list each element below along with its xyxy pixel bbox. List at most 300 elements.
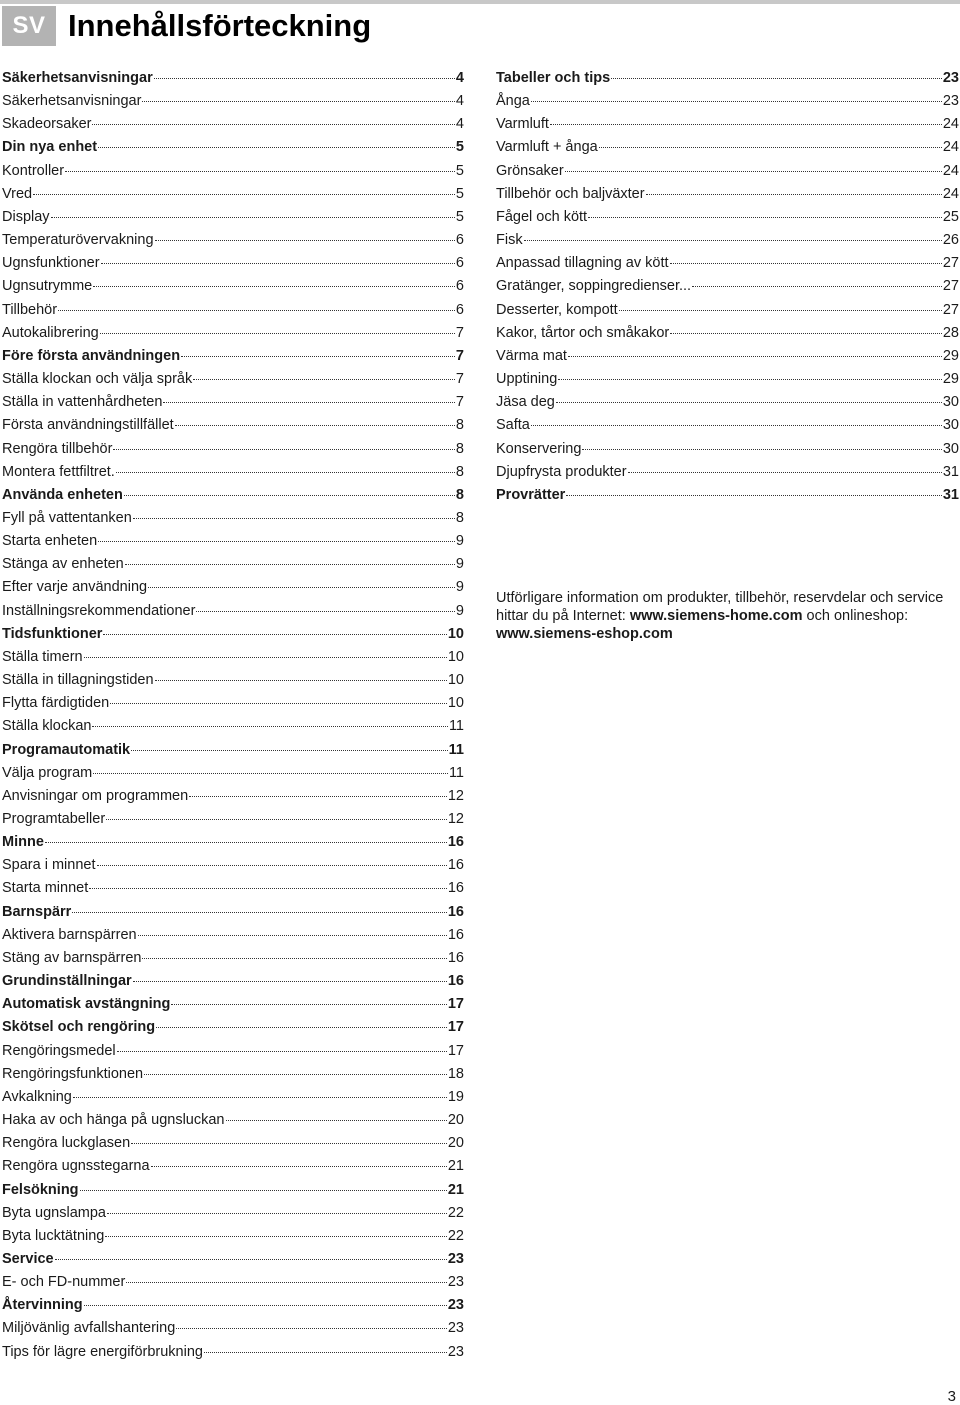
toc-entry[interactable] <box>2 299 464 322</box>
toc-entry-label: Ställa in vattenhårdheten <box>2 394 163 411</box>
dot-leader <box>73 1096 447 1098</box>
dot-leader <box>155 239 455 241</box>
toc-entry-label: Första användningstillfället <box>2 417 174 434</box>
toc-entry-page: 5 <box>455 185 464 202</box>
toc-entry[interactable] <box>2 438 464 461</box>
dot-leader <box>524 239 942 241</box>
toc-entry[interactable] <box>2 553 464 576</box>
toc-entry-label: Fågel och kött <box>496 208 588 225</box>
toc-entry-label: Säkerhetsanvisningar <box>2 93 142 110</box>
toc-entry-label: Tips för lägre energiförbrukning <box>2 1343 203 1360</box>
dot-leader <box>163 401 455 403</box>
toc-entry-label: Skadeorsaker <box>2 116 92 133</box>
dot-leader <box>196 610 454 612</box>
dot-leader <box>98 540 455 542</box>
toc-section-heading[interactable] <box>2 739 464 762</box>
toc-entry-label: Vred <box>2 185 33 202</box>
page-title: Innehållsförteckning <box>68 8 372 43</box>
toc-entry[interactable] <box>2 715 464 738</box>
toc-entry-label: Kakor, tårtor och småkakor <box>496 324 670 341</box>
dot-leader <box>138 934 447 936</box>
toc-entry[interactable] <box>2 808 464 831</box>
dot-leader <box>646 193 942 195</box>
toc-entry-page: 16 <box>447 880 464 897</box>
toc-entry-label: Anvisningar om programmen <box>2 787 189 804</box>
toc-entry[interactable] <box>496 438 959 461</box>
dot-leader <box>89 887 447 889</box>
dot-leader <box>566 494 942 496</box>
toc-entry-page: 11 <box>448 741 464 758</box>
toc-section-heading[interactable] <box>2 1294 464 1317</box>
toc-entry-page: 26 <box>942 232 959 249</box>
toc-entry-label: Stänga av enheten <box>2 556 124 573</box>
dot-leader <box>126 1281 447 1283</box>
toc-entry-page: 22 <box>447 1227 464 1244</box>
dot-leader <box>125 563 455 565</box>
toc-entry-label: Skötsel och rengöring <box>2 1019 156 1036</box>
dot-leader <box>181 355 455 357</box>
toc-entry-label: Kontroller <box>2 162 65 179</box>
toc-entry-page: 4 <box>455 116 464 133</box>
toc-section-heading[interactable] <box>2 1179 464 1202</box>
toc-entry-page: 31 <box>942 463 959 480</box>
toc-entry-page: 7 <box>455 347 464 364</box>
dot-leader <box>92 725 447 727</box>
toc-entry[interactable] <box>2 947 464 970</box>
dot-leader <box>565 170 942 172</box>
dot-leader <box>175 424 455 426</box>
toc-entry[interactable] <box>2 669 464 692</box>
toc-entry-label: Minne <box>2 834 44 851</box>
toc-entry-label: Starta minnet <box>2 880 89 897</box>
toc-entry-label: Ställa in tillagningstiden <box>2 672 154 689</box>
dot-leader <box>531 424 942 426</box>
toc-entry-page: 31 <box>942 486 959 503</box>
toc-entry-page: 23 <box>447 1250 464 1267</box>
toc-entry-page: 25 <box>942 208 959 225</box>
toc-entry-label: Avkalkning <box>2 1088 72 1105</box>
dot-leader <box>670 332 942 334</box>
toc-entry-page: 8 <box>455 417 464 434</box>
toc-entry-page: 22 <box>447 1204 464 1221</box>
dot-leader <box>558 378 942 380</box>
toc-entry-page: 12 <box>447 811 464 827</box>
toc-entry[interactable] <box>2 530 464 553</box>
dot-leader <box>103 633 446 635</box>
dot-leader <box>51 216 455 218</box>
toc-entry-label: Inställningsrekommendationer <box>2 602 196 619</box>
dot-leader <box>142 957 446 959</box>
toc-entry-page: 24 <box>942 162 959 179</box>
toc-entry-label: Rengöra tillbehör <box>2 440 113 457</box>
toc-entry-page: 10 <box>447 625 464 642</box>
toc-entry[interactable] <box>496 345 959 368</box>
toc-entry[interactable] <box>2 1040 464 1063</box>
dot-leader <box>80 1189 447 1191</box>
toc-entry[interactable] <box>496 113 959 136</box>
toc-entry-label: Byta ugnslampa <box>2 1204 106 1221</box>
toc-entry-label: Rengöringsmedel <box>2 1042 116 1059</box>
dot-leader <box>113 448 454 450</box>
toc-entry-label: Autokalibrering <box>2 324 99 341</box>
toc-entry-page: 16 <box>447 834 464 851</box>
toc-entry[interactable] <box>2 113 464 136</box>
dot-leader <box>599 146 942 148</box>
toc-entry[interactable] <box>2 461 464 484</box>
toc-entry[interactable] <box>2 1063 464 1086</box>
toc-entry-page: 11 <box>448 764 464 781</box>
toc-list-right <box>496 67 959 507</box>
toc-entry[interactable] <box>2 576 464 599</box>
toc-entry-label: Använda enheten <box>2 486 123 503</box>
dot-leader <box>193 378 455 380</box>
toc-entry[interactable] <box>2 1225 464 1248</box>
dot-leader <box>568 355 942 357</box>
dot-leader <box>176 1327 447 1329</box>
toc-entry-label: Barnspärr <box>2 903 72 920</box>
toc-entry-page: 6 <box>455 255 464 272</box>
toc-entry-label: Tillbehör <box>2 301 58 318</box>
toc-entry-page: 29 <box>942 371 959 388</box>
toc-entry-label: Efter varje användning <box>2 579 148 596</box>
toc-entry[interactable] <box>496 160 959 183</box>
toc-entry-label: Djupfrysta produkter <box>496 463 627 480</box>
toc-entry[interactable] <box>2 275 464 298</box>
dot-leader <box>588 216 942 218</box>
dot-leader <box>670 262 942 264</box>
toc-entry[interactable] <box>2 368 464 391</box>
toc-entry-page: 29 <box>942 347 959 364</box>
toc-entry[interactable] <box>2 692 464 715</box>
info-text: Utförligare information om produkter, tillbehör, reservdelar och service hittar du på Internet: <box>496 590 944 624</box>
dot-leader <box>556 401 942 403</box>
toc-entry[interactable] <box>496 461 959 484</box>
toc-section-heading[interactable] <box>2 901 464 924</box>
toc-entry-page: 7 <box>455 394 464 411</box>
toc-entry-page: 6 <box>455 301 464 318</box>
dot-leader <box>92 123 454 125</box>
dot-leader <box>110 702 447 704</box>
toc-entry[interactable] <box>2 877 464 900</box>
toc-entry-page: 12 <box>447 787 464 804</box>
toc-entry-label: Desserter, kompott <box>496 301 618 318</box>
toc-entry-label: Anpassad tillagning av kött <box>496 255 669 272</box>
toc-entry-page: 10 <box>447 695 464 712</box>
dot-leader <box>204 1351 447 1353</box>
dot-leader <box>45 841 447 843</box>
toc-entry-label: Display <box>2 208 50 225</box>
toc-entry-label: Haka av och hänga på ugnsluckan <box>2 1112 225 1129</box>
toc-entry-page: 8 <box>455 463 464 480</box>
toc-entry-page: 7 <box>455 324 464 341</box>
dot-leader <box>144 1073 447 1075</box>
toc-section-heading[interactable] <box>2 136 464 159</box>
toc-entry-page: 4 <box>455 93 464 110</box>
info-text-onlineshop: och onlineshop: <box>802 608 909 624</box>
toc-section-heading[interactable] <box>496 67 959 90</box>
toc-section-heading[interactable] <box>2 970 464 993</box>
toc-entry-label: Temperaturövervakning <box>2 232 154 249</box>
dot-leader <box>156 1026 447 1028</box>
toc-entry-label: Fyll på vattentanken <box>2 509 132 526</box>
toc-entry[interactable] <box>2 507 464 530</box>
toc-entry-page: 4 <box>455 70 464 86</box>
toc-entry-page: 9 <box>455 602 464 619</box>
toc-entry-label: Värma mat <box>496 347 567 364</box>
dot-leader <box>611 77 942 79</box>
toc-list-left <box>2 67 464 1364</box>
toc-entry-label: Varmluft <box>496 116 549 133</box>
toc-entry-page: 30 <box>942 394 959 411</box>
toc-entry-page: 8 <box>455 440 464 457</box>
dot-leader <box>100 332 455 334</box>
dot-leader <box>116 471 455 473</box>
toc-entry-label: Grundinställningar <box>2 973 132 990</box>
dot-leader <box>619 309 942 311</box>
toc-entry[interactable] <box>2 785 464 808</box>
toc-entry-label: Rengöra ugnsstegarna <box>2 1158 150 1175</box>
toc-entry[interactable] <box>2 229 464 252</box>
toc-section-heading[interactable] <box>2 1248 464 1271</box>
toc-entry[interactable] <box>496 299 959 322</box>
toc-entry-label: Grönsaker <box>496 162 564 179</box>
toc-entry-label: Aktivera barnspärren <box>2 926 137 943</box>
toc-entry[interactable] <box>2 206 464 229</box>
toc-entry-page: 24 <box>942 139 959 156</box>
dot-leader <box>72 911 447 913</box>
toc-entry-page: 23 <box>447 1274 464 1291</box>
toc-entry-label: Miljövänlig avfallshantering <box>2 1320 176 1337</box>
toc-section-heading[interactable] <box>496 484 959 507</box>
toc-entry[interactable] <box>496 136 959 159</box>
toc-entry-page: 27 <box>942 301 959 318</box>
toc-entry[interactable] <box>496 368 959 391</box>
toc-entry-label: Programtabeller <box>2 811 106 827</box>
toc-section-heading[interactable] <box>2 67 464 90</box>
toc-section-heading[interactable] <box>2 623 464 646</box>
toc-entry-page: 23 <box>447 1320 464 1337</box>
toc-entry-page: 20 <box>447 1112 464 1129</box>
dot-leader <box>692 285 942 287</box>
toc-entry-label: Tillbehör och baljväxter <box>496 185 645 202</box>
toc-entry-page: 17 <box>447 996 464 1013</box>
dot-leader <box>131 1142 447 1144</box>
toc-entry-page: 23 <box>942 70 959 86</box>
toc-entry[interactable] <box>2 391 464 414</box>
toc-entry-page: 17 <box>447 1019 464 1036</box>
toc-entry-label: Jäsa deg <box>496 394 555 411</box>
dot-leader <box>84 1304 447 1306</box>
toc-entry-page: 8 <box>455 509 464 526</box>
toc-entry-label: Automatisk avstängning <box>2 996 171 1013</box>
toc-entry[interactable] <box>496 90 959 113</box>
dot-leader <box>93 285 455 287</box>
toc-entry-page: 30 <box>942 440 959 457</box>
toc-section-heading[interactable] <box>2 831 464 854</box>
toc-entry-page: 18 <box>447 1065 464 1082</box>
toc-entry-page: 8 <box>455 486 464 503</box>
toc-entry-label: Programautomatik <box>2 741 131 758</box>
toc-entry[interactable] <box>496 206 959 229</box>
dot-leader <box>148 586 455 588</box>
toc-entry[interactable] <box>496 183 959 206</box>
toc-entry[interactable] <box>2 600 464 623</box>
toc-entry-label: Tabeller och tips <box>496 70 611 86</box>
toc-section-heading[interactable] <box>2 345 464 368</box>
dot-leader <box>84 656 447 658</box>
toc-entry[interactable] <box>496 414 959 437</box>
toc-entry[interactable] <box>2 1109 464 1132</box>
dot-leader <box>226 1119 447 1121</box>
toc-entry-page: 10 <box>447 672 464 689</box>
dot-leader <box>582 448 941 450</box>
toc-entry-page: 6 <box>455 232 464 249</box>
dot-leader <box>131 749 448 751</box>
toc-entry-page: 7 <box>455 371 464 388</box>
toc-entry-label: Gratänger, soppingredienser... <box>496 278 692 295</box>
toc-entry-page: 24 <box>942 185 959 202</box>
dot-leader <box>58 309 455 311</box>
dot-leader <box>106 818 447 820</box>
toc-entry-page: 19 <box>447 1088 464 1105</box>
toc-entry-label: Säkerhetsanvisningar <box>2 70 153 86</box>
toc-entry[interactable] <box>2 854 464 877</box>
toc-entry-page: 9 <box>455 556 464 573</box>
toc-entry-label: Byta lucktätning <box>2 1227 105 1244</box>
toc-entry[interactable] <box>2 160 464 183</box>
toc-entry-page: 23 <box>447 1297 464 1314</box>
toc-entry-label: Ugnsutrymme <box>2 278 93 295</box>
toc-column-left <box>2 67 464 1364</box>
toc-entry-label: Rengöra luckglasen <box>2 1135 131 1152</box>
toc-entry[interactable] <box>496 229 959 252</box>
toc-entry-page: 5 <box>455 139 464 156</box>
toc-entry-label: E- och FD-nummer <box>2 1274 126 1291</box>
dot-leader <box>97 864 447 866</box>
toc-entry-page: 6 <box>455 278 464 295</box>
toc-entry-label: Safta <box>496 417 530 434</box>
toc-entry-label: Felsökning <box>2 1181 79 1198</box>
dot-leader <box>142 100 454 102</box>
dot-leader <box>105 1235 446 1237</box>
toc-entry[interactable] <box>2 183 464 206</box>
toc-column-right <box>496 67 959 507</box>
toc-section-heading[interactable] <box>2 484 464 507</box>
toc-entry-label: Varmluft + ånga <box>496 139 598 156</box>
toc-entry-label: Ugnsfunktioner <box>2 255 100 272</box>
toc-entry[interactable] <box>2 1202 464 1225</box>
toc-entry[interactable] <box>2 90 464 113</box>
toc-entry[interactable] <box>496 275 959 298</box>
toc-entry-label: Flytta färdigtiden <box>2 695 110 712</box>
toc-entry[interactable] <box>2 1317 464 1340</box>
toc-section-heading[interactable] <box>2 1016 464 1039</box>
toc-entry-page: 27 <box>942 278 959 295</box>
toc-entry-label: Starta enheten <box>2 533 98 550</box>
dot-leader <box>531 100 942 102</box>
toc-entry-label: Välja program <box>2 764 93 781</box>
toc-entry[interactable] <box>496 322 959 345</box>
toc-entry-page: 30 <box>942 417 959 434</box>
toc-entry-page: 16 <box>447 926 464 943</box>
toc-entry-label: Service <box>2 1250 54 1267</box>
toc-entry-label: Provrätter <box>496 486 566 503</box>
toc-entry-page: 9 <box>455 579 464 596</box>
dot-leader <box>101 262 455 264</box>
toc-entry[interactable] <box>2 322 464 345</box>
toc-entry-label: Ånga <box>496 93 530 110</box>
toc-entry[interactable] <box>496 252 959 275</box>
toc-entry[interactable] <box>2 1086 464 1109</box>
toc-entry-page: 5 <box>455 162 464 179</box>
toc-entry[interactable] <box>2 252 464 275</box>
dot-leader <box>628 471 942 473</box>
dot-leader <box>550 123 942 125</box>
dot-leader <box>171 1003 446 1005</box>
toc-entry-page: 23 <box>447 1343 464 1360</box>
toc-entry-page: 10 <box>447 648 464 665</box>
toc-entry[interactable] <box>496 391 959 414</box>
toc-entry-label: Rengöringsfunktionen <box>2 1065 144 1082</box>
page-number: 3 <box>947 1388 956 1405</box>
dot-leader <box>65 170 455 172</box>
toc-entry-label: Återvinning <box>2 1297 83 1314</box>
toc-entry-page: 16 <box>447 857 464 874</box>
toc-entry[interactable] <box>2 414 464 437</box>
toc-entry-page: 28 <box>942 324 959 341</box>
toc-entry-page: 16 <box>447 973 464 990</box>
toc-entry-label: Ställa klockan <box>2 718 92 735</box>
dot-leader <box>93 772 448 774</box>
dot-leader <box>189 795 447 797</box>
toc-entry[interactable] <box>2 762 464 785</box>
toc-entry-page: 11 <box>448 718 464 735</box>
toc-entry-label: Din nya enhet <box>2 139 98 156</box>
toc-entry-page: 5 <box>455 208 464 225</box>
dot-leader <box>107 1212 447 1214</box>
toc-entry[interactable] <box>2 1132 464 1155</box>
toc-entry-page: 9 <box>455 533 464 550</box>
toc-entry-page: 24 <box>942 116 959 133</box>
toc-entry[interactable] <box>2 924 464 947</box>
toc-entry-label: Upptining <box>496 371 558 388</box>
dot-leader <box>133 517 455 519</box>
toc-entry[interactable] <box>2 1155 464 1178</box>
dot-leader <box>155 679 447 681</box>
toc-entry-page: 17 <box>447 1042 464 1059</box>
toc-entry[interactable] <box>2 1341 464 1364</box>
toc-entry-label: Fisk <box>496 232 523 249</box>
toc-entry-label: Före första användningen <box>2 347 181 364</box>
toc-entry-label: Spara i minnet <box>2 857 96 874</box>
toc-entry-label: Tidsfunktioner <box>2 625 103 642</box>
toc-entry[interactable] <box>2 646 464 669</box>
eshop-link[interactable]: www.siemens-eshop.com <box>496 626 673 642</box>
toc-entry-page: 21 <box>447 1181 464 1198</box>
toc-entry-page: 21 <box>447 1158 464 1175</box>
info-paragraph <box>496 589 956 643</box>
dot-leader <box>124 494 455 496</box>
toc-entry-page: 16 <box>447 903 464 920</box>
website-link[interactable]: www.siemens-home.com <box>629 608 803 624</box>
toc-entry-page: 27 <box>942 255 959 272</box>
dot-leader <box>117 1050 447 1052</box>
dot-leader <box>55 1258 447 1260</box>
dot-leader <box>98 146 455 148</box>
toc-section-heading[interactable] <box>2 993 464 1016</box>
toc-entry[interactable] <box>2 1271 464 1294</box>
toc-entry-label: Ställa timern <box>2 648 83 665</box>
